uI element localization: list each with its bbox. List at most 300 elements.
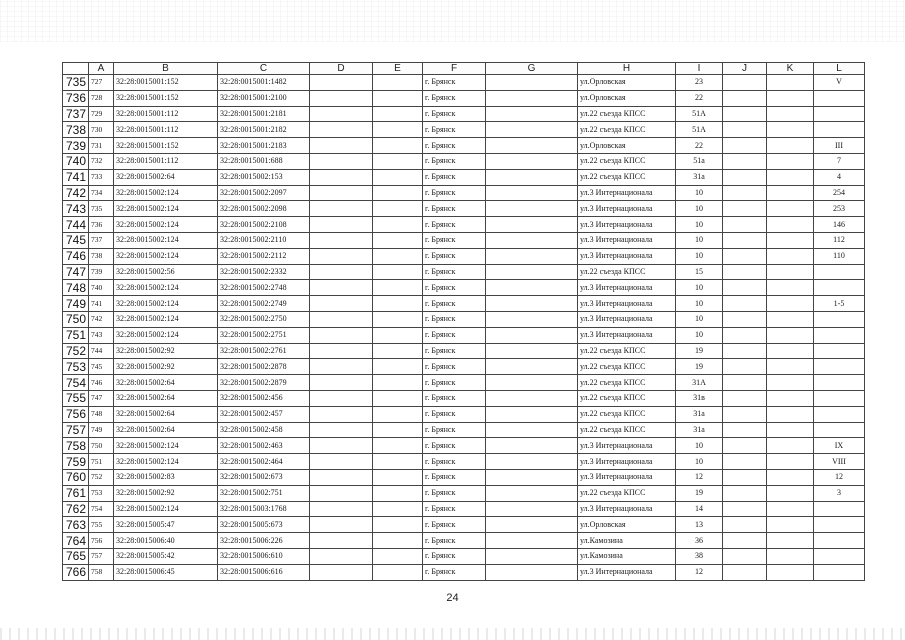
column-header-f: F	[423, 63, 486, 75]
cell-d	[310, 185, 373, 201]
cell-b: 32:28:0015002:124	[114, 201, 218, 217]
cell-i: 31в	[676, 390, 723, 406]
cell-j	[723, 517, 767, 533]
cell-h: ул.3 Интернационала	[578, 185, 676, 201]
cell-g	[486, 438, 578, 454]
cell-c: 32:28:0015006:610	[218, 548, 310, 564]
cell-g	[486, 343, 578, 359]
cell-l	[814, 548, 865, 564]
table-row	[63, 564, 865, 580]
cell-e	[373, 533, 423, 549]
cell-d	[310, 564, 373, 580]
cell-k	[767, 311, 814, 327]
cell-h: ул.22 съезда КПСС	[578, 485, 676, 501]
row-number: 738	[63, 122, 89, 138]
cell-k	[767, 438, 814, 454]
cell-f: г. Брянск	[423, 185, 486, 201]
cell-b: 32:28:0015001:152	[114, 138, 218, 154]
cell-l: IX	[814, 438, 865, 454]
cell-j	[723, 438, 767, 454]
cell-k	[767, 122, 814, 138]
row-number: 756	[63, 406, 89, 422]
cell-k	[767, 232, 814, 248]
cell-d	[310, 375, 373, 391]
cell-j	[723, 454, 767, 470]
row-number: 760	[63, 469, 89, 485]
cell-b: 32:28:0015002:92	[114, 359, 218, 375]
cell-k	[767, 406, 814, 422]
cell-c: 32:28:0015002:458	[218, 422, 310, 438]
column-header-j: J	[723, 63, 767, 75]
cell-j	[723, 375, 767, 391]
row-number: 743	[63, 201, 89, 217]
cell-i: 19	[676, 359, 723, 375]
cell-d	[310, 327, 373, 343]
cell-g	[486, 296, 578, 312]
column-header-l: L	[814, 63, 865, 75]
cell-d	[310, 248, 373, 264]
cell-d	[310, 217, 373, 233]
cell-f: г. Брянск	[423, 217, 486, 233]
cell-f: г. Брянск	[423, 327, 486, 343]
cell-h: ул.Камозина	[578, 548, 676, 564]
row-number: 749	[63, 296, 89, 312]
cell-j	[723, 90, 767, 106]
cell-b: 32:28:0015002:124	[114, 217, 218, 233]
cell-b: 32:28:0015002:124	[114, 327, 218, 343]
cell-k	[767, 185, 814, 201]
cell-j	[723, 390, 767, 406]
cell-h: ул.22 съезда КПСС	[578, 122, 676, 138]
cell-b: 32:28:0015001:112	[114, 122, 218, 138]
cell-g	[486, 169, 578, 185]
cell-d	[310, 280, 373, 296]
cell-f: г. Брянск	[423, 485, 486, 501]
cell-l: VIII	[814, 454, 865, 470]
cell-g	[486, 390, 578, 406]
cell-j	[723, 169, 767, 185]
row-number: 764	[63, 533, 89, 549]
cell-c: 32:28:0015001:1482	[218, 75, 310, 91]
table-row	[63, 232, 865, 248]
row-number: 744	[63, 217, 89, 233]
cell-c: 32:28:0015002:464	[218, 454, 310, 470]
cell-a: 732	[89, 153, 114, 169]
cell-g	[486, 75, 578, 91]
cell-b: 32:28:0015002:124	[114, 454, 218, 470]
cell-j	[723, 564, 767, 580]
cell-c: 32:28:0015002:2749	[218, 296, 310, 312]
cell-c: 32:28:0015002:2748	[218, 280, 310, 296]
cell-j	[723, 343, 767, 359]
cell-b: 32:28:0015002:64	[114, 390, 218, 406]
cell-f: г. Брянск	[423, 501, 486, 517]
cell-l	[814, 280, 865, 296]
cell-b: 32:28:0015006:40	[114, 533, 218, 549]
row-number: 747	[63, 264, 89, 280]
cell-b: 32:28:0015002:124	[114, 296, 218, 312]
cell-a: 746	[89, 375, 114, 391]
cell-h: ул.3 Интернационала	[578, 501, 676, 517]
row-number: 736	[63, 90, 89, 106]
cell-h: ул.Орловская	[578, 75, 676, 91]
cell-f: г. Брянск	[423, 517, 486, 533]
cell-a: 733	[89, 169, 114, 185]
cell-g	[486, 106, 578, 122]
cell-i: 31а	[676, 169, 723, 185]
cell-e	[373, 501, 423, 517]
table-row	[63, 375, 865, 391]
cell-e	[373, 169, 423, 185]
row-number: 748	[63, 280, 89, 296]
column-header-b: B	[114, 63, 218, 75]
cell-l	[814, 311, 865, 327]
cell-h: ул.3 Интернационала	[578, 232, 676, 248]
cell-f: г. Брянск	[423, 469, 486, 485]
cell-h: ул.22 съезда КПСС	[578, 375, 676, 391]
column-header-a: A	[89, 63, 114, 75]
cell-b: 32:28:0015002:124	[114, 438, 218, 454]
cell-d	[310, 533, 373, 549]
cell-c: 32:28:0015002:2750	[218, 311, 310, 327]
cell-g	[486, 90, 578, 106]
cell-d	[310, 454, 373, 470]
cell-j	[723, 201, 767, 217]
cell-a: 748	[89, 406, 114, 422]
cell-e	[373, 327, 423, 343]
table-row	[63, 201, 865, 217]
cell-h: ул.3 Интернационала	[578, 469, 676, 485]
cell-c: 32:28:0015002:751	[218, 485, 310, 501]
cell-g	[486, 327, 578, 343]
cell-i: 36	[676, 533, 723, 549]
cell-l	[814, 564, 865, 580]
cell-h: ул.Камозина	[578, 533, 676, 549]
row-number: 761	[63, 485, 89, 501]
table-row	[63, 469, 865, 485]
cell-b: 32:28:0015002:64	[114, 406, 218, 422]
cell-h: ул.3 Интернационала	[578, 564, 676, 580]
cell-j	[723, 248, 767, 264]
table-row	[63, 359, 865, 375]
cell-d	[310, 264, 373, 280]
row-number: 753	[63, 359, 89, 375]
cell-i: 10	[676, 280, 723, 296]
cell-g	[486, 517, 578, 533]
cell-a: 741	[89, 296, 114, 312]
cell-k	[767, 280, 814, 296]
cell-l	[814, 327, 865, 343]
cell-j	[723, 548, 767, 564]
cell-i: 38	[676, 548, 723, 564]
cell-k	[767, 75, 814, 91]
cell-c: 32:28:0015002:457	[218, 406, 310, 422]
cell-j	[723, 106, 767, 122]
cell-k	[767, 548, 814, 564]
cell-i: 23	[676, 75, 723, 91]
cell-j	[723, 485, 767, 501]
cell-b: 32:28:0015002:124	[114, 248, 218, 264]
cell-g	[486, 406, 578, 422]
cell-d	[310, 232, 373, 248]
cell-b: 32:28:0015002:64	[114, 169, 218, 185]
cell-k	[767, 217, 814, 233]
cell-h: ул.3 Интернационала	[578, 454, 676, 470]
cell-h: ул.Орловская	[578, 138, 676, 154]
cell-a: 742	[89, 311, 114, 327]
cell-i: 13	[676, 517, 723, 533]
cell-h: ул.22 съезда КПСС	[578, 422, 676, 438]
cell-d	[310, 548, 373, 564]
cell-f: г. Брянск	[423, 422, 486, 438]
table-row	[63, 106, 865, 122]
cell-l	[814, 359, 865, 375]
cell-e	[373, 390, 423, 406]
cell-c: 32:28:0015001:2183	[218, 138, 310, 154]
cell-e	[373, 422, 423, 438]
table-row	[63, 90, 865, 106]
cell-k	[767, 138, 814, 154]
cell-d	[310, 122, 373, 138]
row-number: 766	[63, 564, 89, 580]
cell-b: 32:28:0015002:92	[114, 485, 218, 501]
cell-i: 10	[676, 232, 723, 248]
cell-h: ул.Орловская	[578, 90, 676, 106]
table-row	[63, 248, 865, 264]
cell-a: 752	[89, 469, 114, 485]
table-row	[63, 264, 865, 280]
table-row	[63, 501, 865, 517]
cell-e	[373, 138, 423, 154]
row-number: 754	[63, 375, 89, 391]
cell-i: 10	[676, 217, 723, 233]
cell-k	[767, 454, 814, 470]
cell-c: 32:28:0015002:2098	[218, 201, 310, 217]
cell-i: 15	[676, 264, 723, 280]
cell-d	[310, 311, 373, 327]
cell-l: 112	[814, 232, 865, 248]
cell-c: 32:28:0015002:456	[218, 390, 310, 406]
cell-l: V	[814, 75, 865, 91]
column-header-row	[63, 63, 865, 75]
cell-f: г. Брянск	[423, 311, 486, 327]
cell-d	[310, 438, 373, 454]
cell-i: 10	[676, 185, 723, 201]
cell-g	[486, 311, 578, 327]
cell-l	[814, 501, 865, 517]
cell-h: ул.22 съезда КПСС	[578, 406, 676, 422]
cell-c: 32:28:0015002:673	[218, 469, 310, 485]
cell-b: 32:28:0015002:64	[114, 375, 218, 391]
table-row	[63, 422, 865, 438]
cell-e	[373, 201, 423, 217]
cell-e	[373, 485, 423, 501]
cell-b: 32:28:0015002:124	[114, 280, 218, 296]
row-number: 737	[63, 106, 89, 122]
table-row	[63, 311, 865, 327]
cell-f: г. Брянск	[423, 564, 486, 580]
cell-i: 10	[676, 438, 723, 454]
cell-a: 755	[89, 517, 114, 533]
table-row	[63, 169, 865, 185]
cell-f: г. Брянск	[423, 454, 486, 470]
cell-e	[373, 564, 423, 580]
cell-h: ул.22 съезда КПСС	[578, 264, 676, 280]
cell-e	[373, 280, 423, 296]
cell-i: 14	[676, 501, 723, 517]
table-row	[63, 185, 865, 201]
cell-h: ул.Орловская	[578, 517, 676, 533]
cell-h: ул.3 Интернационала	[578, 438, 676, 454]
row-number: 755	[63, 390, 89, 406]
column-header-i: I	[676, 63, 723, 75]
cell-b: 32:28:0015001:112	[114, 153, 218, 169]
cell-g	[486, 185, 578, 201]
cell-j	[723, 153, 767, 169]
cell-g	[486, 248, 578, 264]
row-number: 759	[63, 454, 89, 470]
cell-h: ул.22 съезда КПСС	[578, 153, 676, 169]
cell-i: 31а	[676, 406, 723, 422]
cell-l: 110	[814, 248, 865, 264]
cell-f: г. Брянск	[423, 153, 486, 169]
cell-a: 749	[89, 422, 114, 438]
column-header-g: G	[486, 63, 578, 75]
cell-g	[486, 375, 578, 391]
row-number: 763	[63, 517, 89, 533]
cell-g	[486, 501, 578, 517]
cell-k	[767, 469, 814, 485]
cell-d	[310, 138, 373, 154]
cell-g	[486, 564, 578, 580]
cell-l: 146	[814, 217, 865, 233]
cell-h: ул.3 Интернационала	[578, 217, 676, 233]
cell-a: 753	[89, 485, 114, 501]
table-row	[63, 122, 865, 138]
cell-f: г. Брянск	[423, 106, 486, 122]
row-number: 746	[63, 248, 89, 264]
cell-f: г. Брянск	[423, 90, 486, 106]
spreadsheet-table	[62, 62, 865, 581]
cell-f: г. Брянск	[423, 232, 486, 248]
row-number: 745	[63, 232, 89, 248]
table-row	[63, 327, 865, 343]
table-row	[63, 548, 865, 564]
cell-c: 32:28:0015002:2110	[218, 232, 310, 248]
cell-j	[723, 264, 767, 280]
cell-k	[767, 501, 814, 517]
cell-f: г. Брянск	[423, 75, 486, 91]
cell-b: 32:28:0015002:124	[114, 501, 218, 517]
cell-e	[373, 406, 423, 422]
row-number: 750	[63, 311, 89, 327]
cell-c: 32:28:0015002:2761	[218, 343, 310, 359]
cell-e	[373, 517, 423, 533]
cell-d	[310, 422, 373, 438]
cell-k	[767, 296, 814, 312]
cell-b: 32:28:0015001:152	[114, 90, 218, 106]
cell-g	[486, 533, 578, 549]
cell-e	[373, 106, 423, 122]
cell-d	[310, 343, 373, 359]
cell-i: 31А	[676, 375, 723, 391]
cell-l: 7	[814, 153, 865, 169]
cell-i: 51А	[676, 106, 723, 122]
cell-a: 736	[89, 217, 114, 233]
cell-e	[373, 90, 423, 106]
cell-j	[723, 185, 767, 201]
table-row	[63, 75, 865, 91]
table-row	[63, 138, 865, 154]
cell-g	[486, 485, 578, 501]
cell-l: 254	[814, 185, 865, 201]
row-number: 758	[63, 438, 89, 454]
cell-k	[767, 90, 814, 106]
cell-h: ул.22 съезда КПСС	[578, 343, 676, 359]
cell-c: 32:28:0015005:673	[218, 517, 310, 533]
cell-f: г. Брянск	[423, 122, 486, 138]
cell-j	[723, 327, 767, 343]
cell-i: 10	[676, 248, 723, 264]
cell-l	[814, 533, 865, 549]
cell-b: 32:28:0015002:124	[114, 311, 218, 327]
cell-j	[723, 75, 767, 91]
cell-f: г. Брянск	[423, 248, 486, 264]
cell-e	[373, 248, 423, 264]
table-row	[63, 454, 865, 470]
cell-g	[486, 217, 578, 233]
cell-h: ул.3 Интернационала	[578, 248, 676, 264]
column-header-h: H	[578, 63, 676, 75]
cell-b: 32:28:0015002:83	[114, 469, 218, 485]
cell-e	[373, 217, 423, 233]
cell-j	[723, 217, 767, 233]
cell-b: 32:28:0015002:124	[114, 185, 218, 201]
cell-c: 32:28:0015002:153	[218, 169, 310, 185]
cell-e	[373, 343, 423, 359]
cell-a: 751	[89, 454, 114, 470]
cell-c: 32:28:0015006:226	[218, 533, 310, 549]
cell-e	[373, 264, 423, 280]
cell-i: 31а	[676, 422, 723, 438]
cell-b: 32:28:0015005:47	[114, 517, 218, 533]
table-row	[63, 153, 865, 169]
row-number: 757	[63, 422, 89, 438]
cell-i: 10	[676, 296, 723, 312]
cell-b: 32:28:0015002:92	[114, 343, 218, 359]
cell-a: 739	[89, 264, 114, 280]
row-number: 741	[63, 169, 89, 185]
row-number: 752	[63, 343, 89, 359]
cell-e	[373, 548, 423, 564]
cell-h: ул.22 съезда КПСС	[578, 390, 676, 406]
cell-k	[767, 169, 814, 185]
corner-cell	[63, 63, 89, 75]
cell-l: 12	[814, 469, 865, 485]
table-row	[63, 517, 865, 533]
row-number: 740	[63, 153, 89, 169]
cell-k	[767, 248, 814, 264]
cell-c: 32:28:0015002:2332	[218, 264, 310, 280]
column-header-k: K	[767, 63, 814, 75]
cell-d	[310, 106, 373, 122]
cell-j	[723, 501, 767, 517]
cell-d	[310, 390, 373, 406]
cell-a: 737	[89, 232, 114, 248]
cell-e	[373, 469, 423, 485]
cell-h: ул.22 съезда КПСС	[578, 359, 676, 375]
cell-j	[723, 122, 767, 138]
